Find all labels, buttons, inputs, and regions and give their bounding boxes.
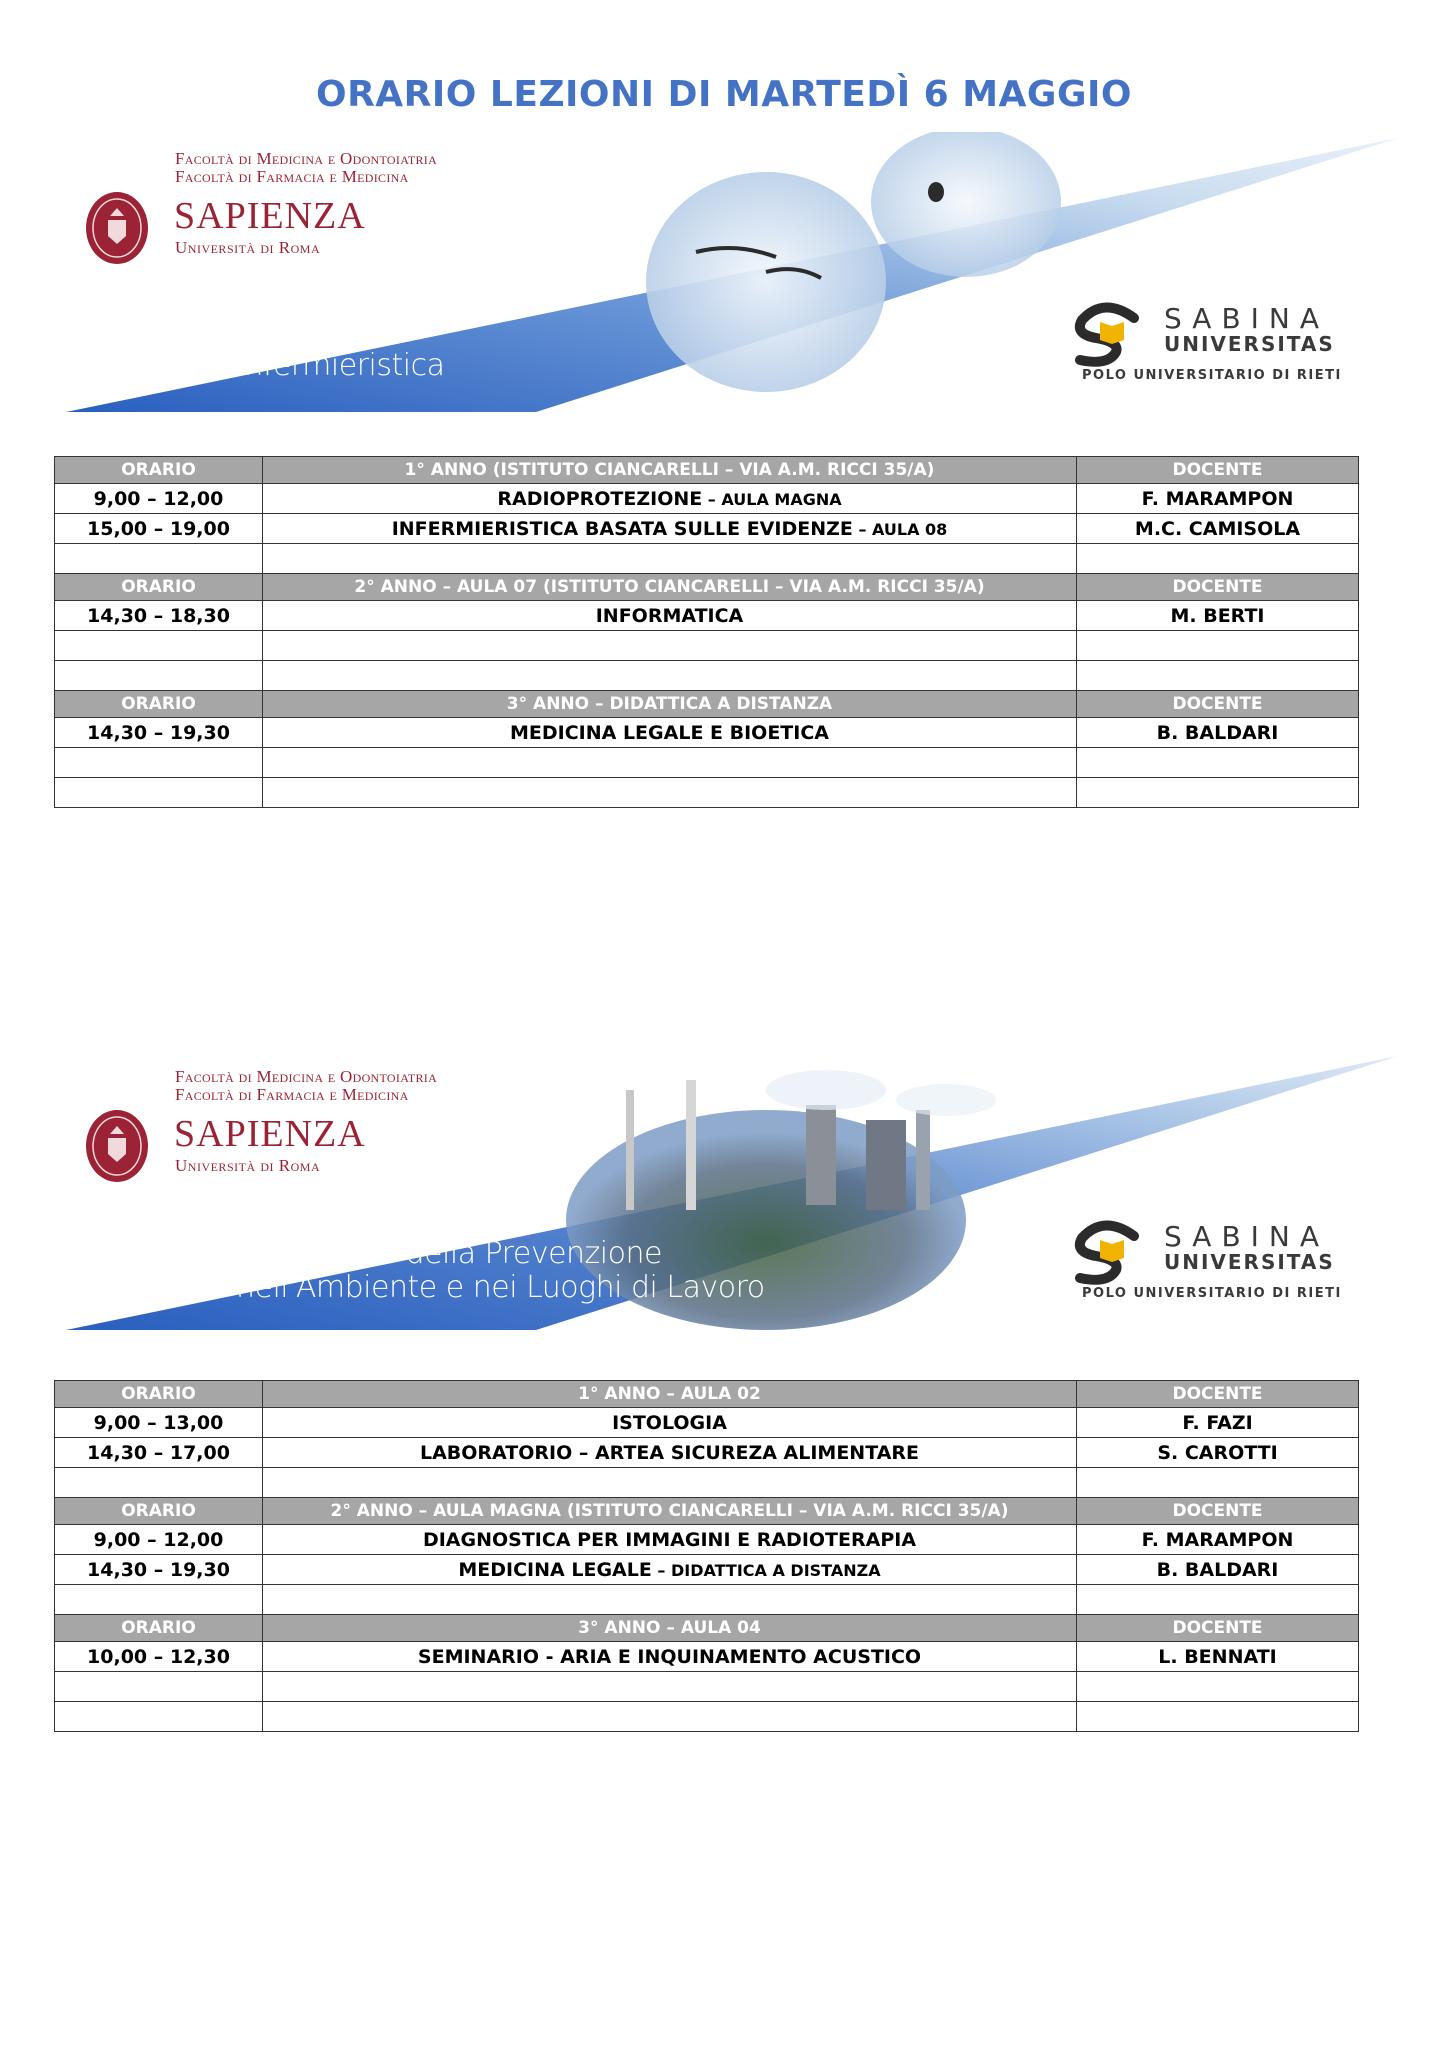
table-row-empty: [55, 1468, 1359, 1498]
header-time: ORARIO: [55, 574, 263, 601]
subject-text: INFERMIERISTICA BASATA SULLE EVIDENZE: [391, 517, 853, 540]
table-row-empty: [55, 631, 1359, 661]
time-cell: 14,30 – 19,30: [55, 1555, 263, 1585]
time-cell: 9,00 – 13,00: [55, 1408, 263, 1438]
time-cell: [55, 1585, 263, 1615]
university-name: SAPIENZA: [174, 195, 366, 237]
time-cell: [55, 748, 263, 778]
page-title: ORARIO LEZIONI DI MARTEDÌ 6 MAGGIO: [315, 74, 1133, 115]
section-header: [55, 457, 1359, 484]
time-cell: 15,00 – 19,00: [55, 514, 263, 544]
table-row: [55, 1555, 1359, 1585]
table-row-empty: [55, 661, 1359, 691]
banner-tecniche-prevenzione: [66, 1050, 1398, 1330]
table-row: [55, 484, 1359, 514]
teacher-cell: F. FAZI: [1077, 1408, 1359, 1438]
subject-cell: [263, 748, 1077, 778]
teacher-cell: [1077, 631, 1359, 661]
table-row-empty: [55, 778, 1359, 808]
teacher-cell: L. BENNATI: [1077, 1642, 1359, 1672]
subject-cell: [263, 1555, 1077, 1585]
teacher-cell: [1077, 1672, 1359, 1702]
subject-cell: [263, 544, 1077, 574]
subject-cell: [263, 1702, 1077, 1732]
section-header: [55, 574, 1359, 601]
teacher-cell: F. MARAMPON: [1077, 1525, 1359, 1555]
faculty-text: [175, 1068, 437, 1104]
teacher-cell: [1077, 544, 1359, 574]
subject-cell: [263, 1585, 1077, 1615]
table-row-empty: [55, 1585, 1359, 1615]
table-row: [55, 514, 1359, 544]
header-teacher: DOCENTE: [1077, 1381, 1359, 1408]
header-teacher: DOCENTE: [1077, 457, 1359, 484]
header-teacher: DOCENTE: [1077, 691, 1359, 718]
partner-sub: UNIVERSITAS: [1164, 332, 1335, 356]
table-row: [55, 1438, 1359, 1468]
partner-tagline: POLO UNIVERSITARIO DI RIETI: [1082, 368, 1342, 383]
section-header: [55, 691, 1359, 718]
faculty-line-2: Facoltà di Farmacia e Medicina: [175, 167, 409, 186]
teacher-cell: B. BALDARI: [1077, 1555, 1359, 1585]
subject-cell: [263, 514, 1077, 544]
header-title: 3° ANNO – AULA 04: [263, 1615, 1077, 1642]
table-row-empty: [55, 1672, 1359, 1702]
teacher-cell: M. BERTI: [1077, 601, 1359, 631]
sabina-book-icon: [1074, 1218, 1144, 1288]
table-row-empty: [55, 748, 1359, 778]
room-text: – AULA 08: [852, 519, 948, 539]
time-cell: 14,30 – 19,30: [55, 718, 263, 748]
header-title: 1° ANNO – AULA 02: [263, 1381, 1077, 1408]
room-text: – AULA MAGNA: [702, 489, 842, 509]
time-cell: [55, 661, 263, 691]
table-row: [55, 1525, 1359, 1555]
university-sub: Università di Roma: [175, 238, 321, 257]
teacher-cell: M.C. CAMISOLA: [1077, 514, 1359, 544]
subject-cell: [263, 1672, 1077, 1702]
section-header: [55, 1498, 1359, 1525]
teacher-cell: S. CAROTTI: [1077, 1438, 1359, 1468]
header-time: ORARIO: [55, 691, 263, 718]
header-teacher: DOCENTE: [1077, 1615, 1359, 1642]
subject-cell: INFORMATICA: [263, 601, 1077, 631]
header-time: ORARIO: [55, 1615, 263, 1642]
time-cell: 14,30 – 18,30: [55, 601, 263, 631]
subject-cell: ISTOLOGIA: [263, 1408, 1077, 1438]
university-name: SAPIENZA: [174, 1113, 366, 1155]
table-row-empty: [55, 1702, 1359, 1732]
table-row: [55, 718, 1359, 748]
time-cell: 9,00 – 12,00: [55, 484, 263, 514]
sabina-logo: [1074, 1218, 1394, 1301]
university-sub: Università di Roma: [175, 1156, 321, 1175]
header-time: ORARIO: [55, 457, 263, 484]
time-cell: [55, 544, 263, 574]
subject-cell: [263, 778, 1077, 808]
header-time: ORARIO: [55, 1498, 263, 1525]
subject-cell: [263, 1468, 1077, 1498]
table-row: [55, 1642, 1359, 1672]
table-row-empty: [55, 544, 1359, 574]
teacher-cell: [1077, 748, 1359, 778]
course-title-line-2: nell'Ambiente e nei Luoghi di Lavoro: [236, 1270, 765, 1305]
banner-infermieristica: [66, 132, 1398, 412]
sapienza-seal-icon: [84, 1108, 150, 1184]
schedule-table-prevenzione: [54, 1380, 1359, 1732]
time-cell: [55, 1468, 263, 1498]
header-title: 2° ANNO – AULA MAGNA (ISTITUTO CIANCARELLI – VIA A.M. RICCI 35/A): [263, 1498, 1077, 1525]
subject-text: MEDICINA LEGALE: [458, 1558, 652, 1581]
subject-cell: [263, 484, 1077, 514]
faculty-text: [175, 150, 437, 186]
header-time: ORARIO: [55, 1381, 263, 1408]
time-cell: 9,00 – 12,00: [55, 1525, 263, 1555]
time-cell: [55, 1702, 263, 1732]
faculty-line-1: Facoltà di Medicina e Odontoiatria: [175, 149, 438, 168]
teacher-cell: [1077, 661, 1359, 691]
partner-sub: UNIVERSITAS: [1164, 1250, 1335, 1274]
time-cell: 14,30 – 17,00: [55, 1438, 263, 1468]
teacher-cell: F. MARAMPON: [1077, 484, 1359, 514]
subject-cell: SEMINARIO - ARIA E INQUINAMENTO ACUSTICO: [263, 1642, 1077, 1672]
partner-name: SABINA: [1164, 302, 1330, 335]
schedule-table-infermieristica: [54, 456, 1359, 808]
faculty-line-2: Facoltà di Farmacia e Medicina: [175, 1085, 409, 1104]
table-row: [55, 601, 1359, 631]
subject-cell: DIAGNOSTICA PER IMMAGINI E RADIOTERAPIA: [263, 1525, 1077, 1555]
section-header: [55, 1381, 1359, 1408]
subject-cell: [263, 631, 1077, 661]
header-title: 2° ANNO – AULA 07 (ISTITUTO CIANCARELLI – VIA A.M. RICCI 35/A): [263, 574, 1077, 601]
table-row: [55, 1408, 1359, 1438]
teacher-cell: [1077, 1702, 1359, 1732]
teacher-cell: [1077, 778, 1359, 808]
sabina-logo: [1074, 300, 1394, 383]
subject-cell: [263, 661, 1077, 691]
sabina-book-icon: [1074, 300, 1144, 370]
room-text: – DIDATTICA A DISTANZA: [651, 1560, 881, 1580]
header-title: 1° ANNO (ISTITUTO CIANCARELLI – VIA A.M. RICCI 35/A): [263, 457, 1077, 484]
partner-name: SABINA: [1164, 1220, 1330, 1253]
subject-cell: MEDICINA LEGALE E BIOETICA: [263, 718, 1077, 748]
subject-text: RADIOPROTEZIONE: [497, 487, 703, 510]
time-cell: [55, 1672, 263, 1702]
header-teacher: DOCENTE: [1077, 574, 1359, 601]
header-title: 3° ANNO – DIDATTICA A DISTANZA: [263, 691, 1077, 718]
teacher-cell: B. BALDARI: [1077, 718, 1359, 748]
time-cell: [55, 778, 263, 808]
teacher-cell: [1077, 1585, 1359, 1615]
time-cell: 10,00 – 12,30: [55, 1642, 263, 1672]
teacher-cell: [1077, 1468, 1359, 1498]
subject-cell: LABORATORIO – ARTEA SICUREZA ALIMENTARE: [263, 1438, 1077, 1468]
section-header: [55, 1615, 1359, 1642]
time-cell: [55, 631, 263, 661]
header-teacher: DOCENTE: [1077, 1498, 1359, 1525]
sapienza-seal-icon: [84, 190, 150, 266]
faculty-line-1: Facoltà di Medicina e Odontoiatria: [175, 1067, 438, 1086]
course-title-line: Infermieristica: [236, 348, 445, 383]
course-title-line-1: Tecniche della Prevenzione: [271, 1236, 662, 1271]
partner-tagline: POLO UNIVERSITARIO DI RIETI: [1082, 1286, 1342, 1301]
